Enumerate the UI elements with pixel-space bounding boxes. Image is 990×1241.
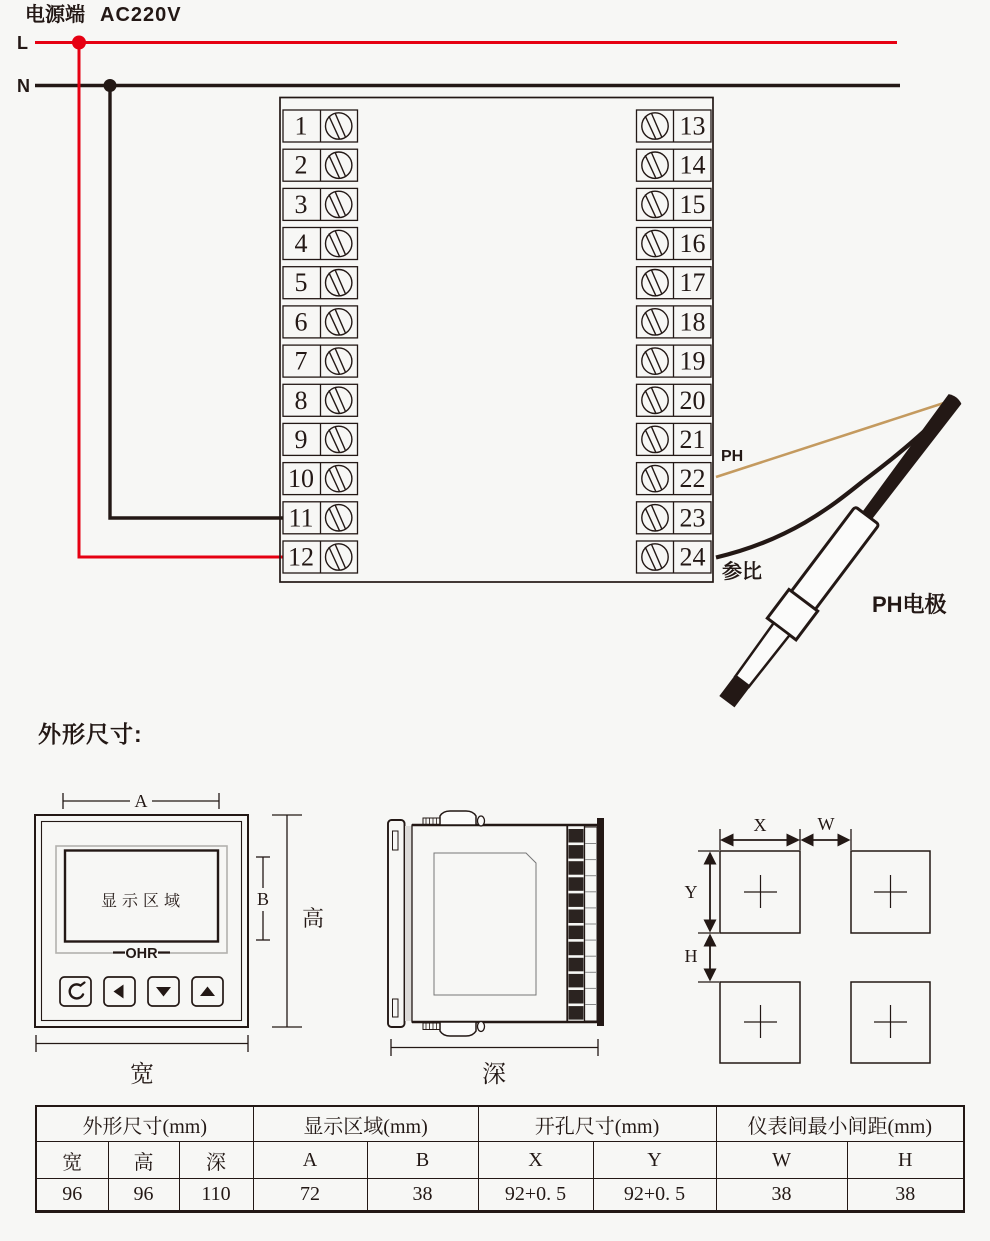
terminal-number: 15	[679, 189, 706, 219]
terminal-number: 18	[679, 307, 706, 337]
screw-icon	[642, 387, 668, 413]
group-display-area: 显示区域(mm)	[253, 1106, 478, 1142]
dim-h-label: H	[684, 946, 698, 966]
screw-icon	[642, 113, 668, 139]
power-label: 电源端	[25, 4, 85, 26]
terminal-number: 23	[679, 503, 706, 533]
side-body	[412, 825, 567, 1022]
bezel-slot-bottom	[393, 999, 399, 1017]
line-l-label: L	[17, 33, 28, 53]
col-header: W	[716, 1142, 847, 1179]
dim-w-label: W	[817, 814, 835, 834]
terminal-row	[283, 306, 711, 338]
power-voltage: AC220V	[100, 4, 182, 26]
side-view	[388, 811, 604, 1088]
terminal-number: 24	[679, 542, 706, 572]
col-header: A	[253, 1142, 367, 1179]
terminal-number: 5	[294, 268, 308, 298]
front-view	[35, 791, 324, 1088]
neutral-wire-to-terminal-11	[110, 86, 283, 519]
col-header: X	[478, 1142, 593, 1179]
reference-wire-label: 参比	[722, 561, 762, 583]
dim-width-label: 宽	[130, 1062, 154, 1088]
terminal-number: 22	[679, 464, 706, 494]
terminal-number: 7	[294, 346, 308, 376]
electrode-name-label: PH电极	[872, 592, 947, 617]
brand-logo: OHR	[125, 946, 158, 962]
rear-terminal-strip	[568, 818, 605, 1026]
col-header: 高	[108, 1142, 179, 1179]
dimension-table	[35, 1105, 963, 1213]
group-outline-dims: 外形尺寸(mm)	[36, 1106, 253, 1142]
terminal-row	[283, 423, 711, 455]
electrode-shaft	[734, 623, 790, 688]
screw-icon	[326, 270, 352, 296]
screw-icon	[326, 505, 352, 531]
terminal-number: 14	[679, 150, 706, 180]
col-header: B	[367, 1142, 478, 1179]
screw-icon	[326, 191, 352, 217]
side-label-plate	[434, 853, 536, 995]
screw-icon	[642, 465, 668, 491]
button-row	[60, 977, 223, 1006]
rotate-ccw-icon	[70, 984, 83, 998]
terminal-block-outline	[280, 98, 713, 583]
table-column-header-row	[36, 1142, 964, 1179]
value-cell: 96	[36, 1179, 108, 1212]
terminal-number: 17	[679, 268, 706, 298]
screw-icon	[642, 270, 668, 296]
dim-depth-label: 深	[482, 1062, 506, 1088]
outline-section-title: 外形尺寸:	[38, 721, 143, 747]
screw-icon	[326, 113, 352, 139]
display-area-label: 显示区域	[100, 893, 186, 910]
screw-icon	[642, 230, 668, 256]
terminal-number: 8	[294, 385, 308, 415]
terminal-number: 10	[288, 464, 314, 494]
terminal-row	[283, 463, 711, 495]
terminal-block	[280, 98, 713, 583]
terminal-number: 3	[294, 189, 308, 219]
terminal-number: 19	[679, 346, 706, 376]
side-front-bezel	[388, 820, 405, 1027]
dim-height-label: 高	[302, 906, 325, 931]
terminal-number: 4	[294, 229, 308, 258]
screw-icon	[326, 426, 352, 452]
terminal-number: 9	[294, 424, 308, 454]
terminal-row	[283, 384, 711, 416]
value-cell: 110	[179, 1179, 253, 1212]
line-n-label: N	[17, 76, 30, 96]
terminal-number: 13	[679, 111, 706, 141]
value-cell: 38	[716, 1179, 847, 1212]
screw-icon	[642, 505, 668, 531]
power-header	[17, 2, 900, 557]
terminal-row	[283, 541, 711, 573]
terminal-number: 12	[288, 542, 314, 572]
gasket-strip	[405, 826, 412, 1021]
electrode-neck	[858, 393, 962, 524]
ph-wire-label: PH	[721, 448, 744, 465]
col-header: 深	[179, 1142, 253, 1179]
terminal-row	[283, 228, 711, 260]
screw-icon	[326, 544, 352, 570]
value-cell: 92+0. 5	[593, 1179, 716, 1212]
terminal-number: 2	[294, 150, 308, 180]
screw-icon	[326, 309, 352, 335]
ph-electrode-assembly	[713, 387, 971, 713]
terminal-row	[283, 149, 711, 181]
up-triangle-icon	[200, 987, 215, 997]
dim-a-label: A	[134, 791, 148, 811]
terminal-number: 20	[679, 385, 706, 415]
bottom-mounting-clamp	[423, 1022, 485, 1037]
dim-b-label: B	[256, 889, 270, 909]
screw-icon	[642, 426, 668, 452]
value-cell: 38	[367, 1179, 478, 1212]
group-min-spacing: 仪表间最小间距(mm)	[716, 1106, 964, 1142]
rotate-button	[60, 977, 91, 1006]
screw-icon	[642, 544, 668, 570]
dim-x-label: X	[753, 815, 767, 835]
screw-icon	[642, 309, 668, 335]
dim-y-label: Y	[684, 882, 698, 902]
col-header: 宽	[36, 1142, 108, 1179]
terminal-number: 16	[679, 229, 706, 258]
value-cell: 92+0. 5	[478, 1179, 593, 1212]
value-cell: 96	[108, 1179, 179, 1212]
screw-icon	[326, 152, 352, 178]
rear-cover-bar	[597, 818, 604, 1026]
terminal-row	[283, 188, 711, 220]
terminal-row	[283, 110, 711, 142]
col-header: Y	[593, 1142, 716, 1179]
terminal-number: 11	[288, 503, 314, 533]
terminal-row	[283, 502, 711, 534]
screw-icon	[326, 465, 352, 491]
terminal-row	[283, 267, 711, 299]
panel-cutout-view	[685, 814, 931, 1063]
center-crosses	[744, 875, 907, 1038]
rotate-ccw-icon-tail	[81, 983, 85, 986]
screw-icon	[642, 152, 668, 178]
screw-icon	[326, 230, 352, 256]
table-value-row	[36, 1179, 964, 1212]
terminal-number: 21	[679, 424, 706, 454]
col-header: H	[847, 1142, 964, 1179]
value-cell: 72	[253, 1179, 367, 1212]
terminal-number: 6	[294, 307, 308, 337]
screw-icon	[326, 387, 352, 413]
down-triangle-icon	[156, 987, 171, 997]
bezel-slot-top	[393, 831, 399, 850]
terminal-number: 1	[294, 111, 308, 141]
screw-icon	[642, 348, 668, 374]
group-cutout-dims: 开孔尺寸(mm)	[478, 1106, 716, 1142]
left-triangle-icon	[114, 985, 124, 999]
screw-icon	[642, 191, 668, 217]
terminal-row	[283, 345, 711, 377]
screw-icon	[326, 348, 352, 374]
value-cell: 38	[847, 1179, 964, 1212]
table-group-header-row	[36, 1106, 964, 1142]
